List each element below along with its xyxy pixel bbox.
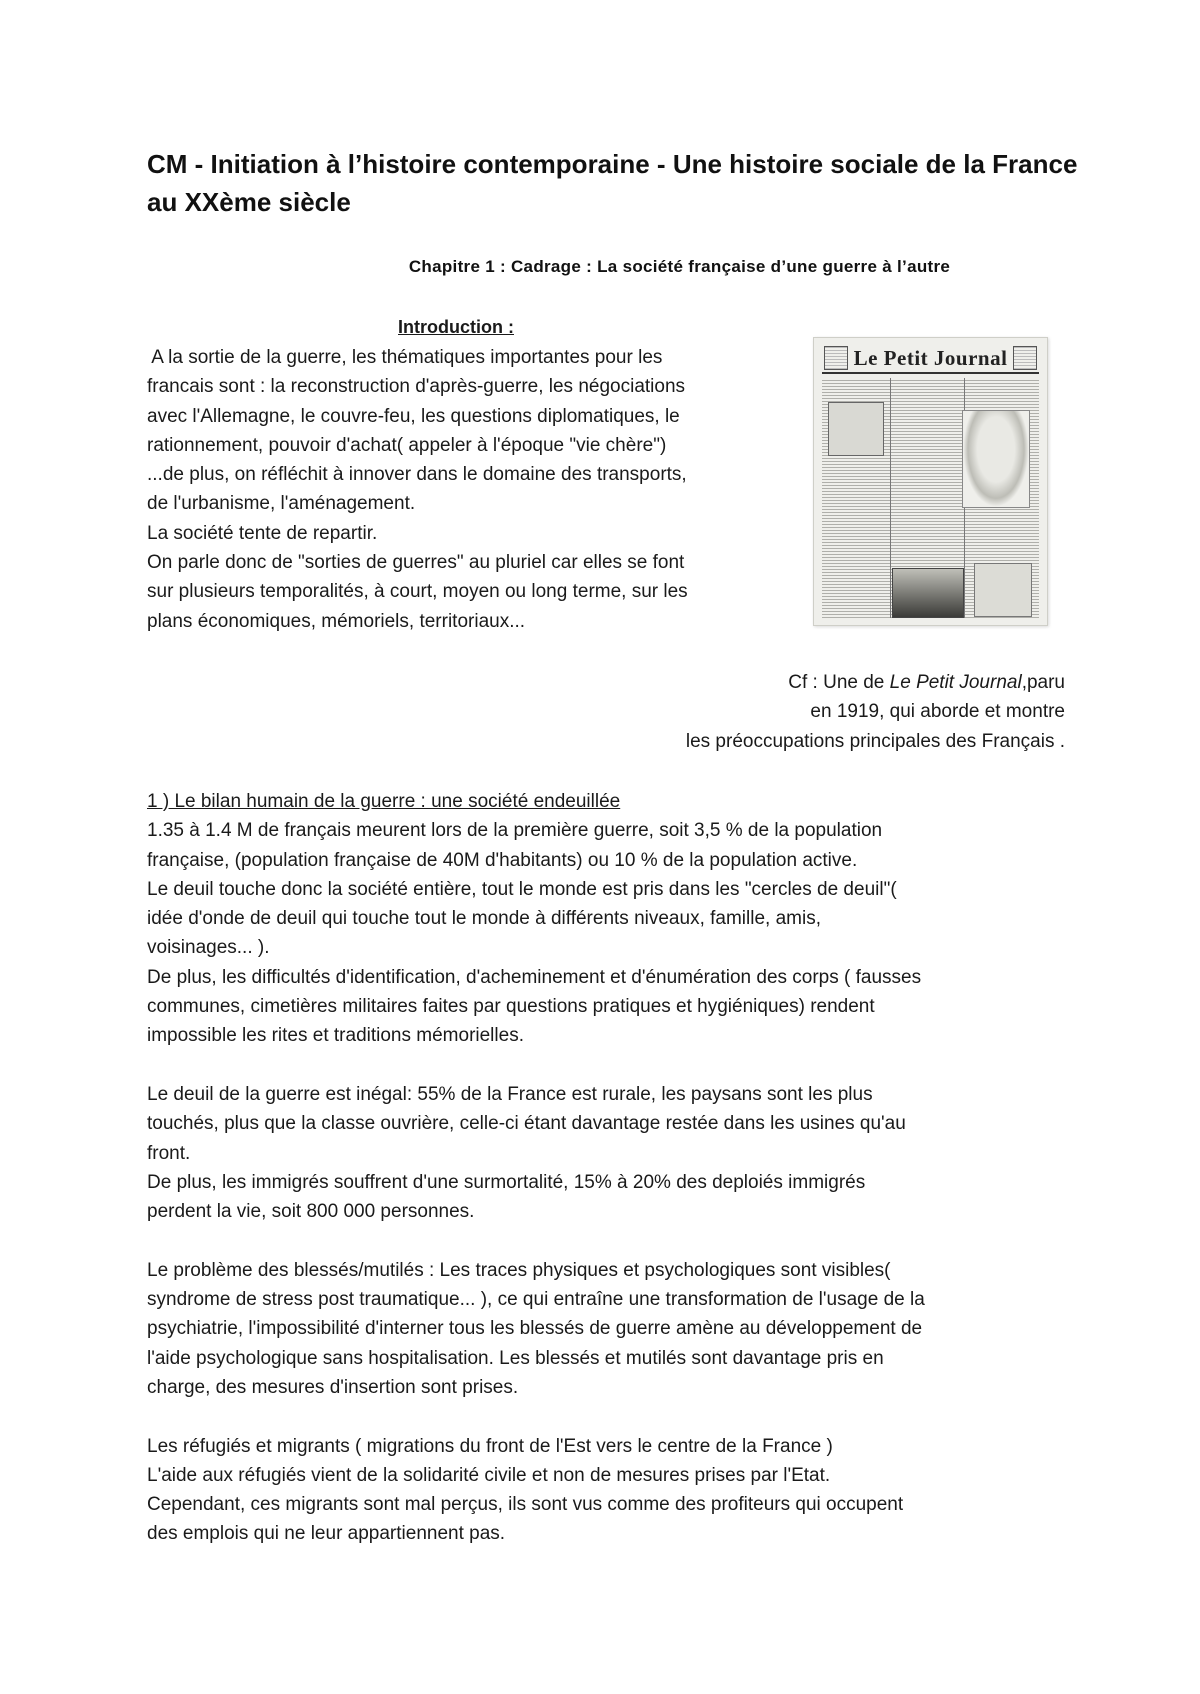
section-1-paragraph-1 bbox=[147, 816, 1077, 1050]
intro-line: sur plusieurs temporalités, à court, moyen ou long terme, sur les bbox=[147, 581, 688, 603]
paragraph-line: communes, cimetières militaires faites par questions pratiques et hygiéniques) rendent bbox=[147, 996, 875, 1018]
newspaper-masthead bbox=[822, 344, 1039, 374]
intro-line: A la sortie de la guerre, les thématiques importantes pour les bbox=[147, 347, 663, 368]
paragraph-line: De plus, les difficultés d'identification, d'acheminement et d'énumération des corps ( fausses bbox=[147, 966, 922, 988]
intro-line: avec l'Allemagne, le couvre-feu, les questions diplomatiques, le bbox=[147, 405, 680, 427]
paragraph-line: front. bbox=[147, 1142, 191, 1164]
paragraph-line: l'aide psychologique sans hospitalisation. Les blessés et mutilés sont davantage pris en bbox=[147, 1347, 884, 1369]
intro-line: rationnement, pouvoir d'achat( appeler à l'époque "vie chère") bbox=[147, 434, 667, 456]
paragraph-line: idée d'onde de deuil qui touche tout le monde à différents niveaux, famille, amis, bbox=[147, 908, 821, 930]
intro-paragraph bbox=[147, 343, 797, 636]
paragraph-line: des emplois qui ne leur appartiennent pas. bbox=[147, 1523, 506, 1545]
intro-line: de l'urbanisme, l'aménagement. bbox=[147, 493, 416, 515]
section-1 bbox=[147, 787, 1077, 1549]
intro-line: La société tente de repartir. bbox=[147, 522, 378, 544]
paragraph-line: charge, des mesures d'insertion sont prises. bbox=[147, 1376, 519, 1398]
caption-line-2: en 1919, qui aborde et montre bbox=[810, 701, 1065, 723]
paragraph-line: française, (population française de 40M d'habitants) ou 10 % de la population active. bbox=[147, 849, 858, 871]
paragraph-line: 1.35 à 1.4 M de français meurent lors de la première guerre, soit 3,5 % de la population bbox=[147, 820, 883, 842]
paragraph-line: Le deuil de la guerre est inégal: 55% de la France est rurale, les paysans sont les plus bbox=[147, 1083, 873, 1105]
chapter-title: Chapitre 1 : Cadrage : La société française d’une guerre à l’autre bbox=[408, 257, 951, 276]
paragraph-line: Le deuil touche donc la société entière, tout le monde est pris dans les "cercles de deuil"( bbox=[147, 878, 897, 900]
intro-line: plans économiques, mémoriels, territoriaux... bbox=[147, 610, 526, 632]
document-title: CM - Initiation à l’histoire contemporaine - Une histoire sociale de la France au XXème siècle bbox=[147, 149, 1078, 217]
image-caption bbox=[465, 668, 1065, 756]
newspaper-date-box bbox=[1013, 346, 1037, 370]
paragraph-spacer bbox=[147, 1402, 1077, 1431]
paragraph-line: syndrome de stress post traumatique... ), ce qui entraîne une transformation de l'usage de la bbox=[147, 1289, 925, 1311]
section-1-paragraph-4 bbox=[147, 1432, 1077, 1549]
intro-heading: Introduction : bbox=[398, 317, 514, 337]
paragraph-line: Les réfugiés et migrants ( migrations du front de l'Est vers le centre de la France ) bbox=[147, 1435, 833, 1457]
intro-line: On parle donc de "sorties de guerres" au pluriel car elles se font bbox=[147, 552, 685, 574]
newspaper-cartoon bbox=[974, 563, 1032, 617]
paragraph-line: De plus, les immigrés souffrent d'une surmortalité, 15% à 20% des deploiés immigrés bbox=[147, 1171, 866, 1193]
paragraph-line: perdent la vie, soit 800 000 personnes. bbox=[147, 1201, 475, 1223]
caption-line-3: les préoccupations principales des Français . bbox=[685, 730, 1065, 752]
newspaper-map-illustration bbox=[828, 402, 884, 456]
paragraph-spacer bbox=[147, 1051, 1077, 1080]
intro-line: francais sont : la reconstruction d'après-guerre, les négociations bbox=[147, 376, 686, 398]
paragraph-line: Le problème des blessés/mutilés : Les traces physiques et psychologiques sont visibles( bbox=[147, 1259, 891, 1281]
paragraph-line: impossible les rites et traditions mémorielles. bbox=[147, 1025, 524, 1047]
section-1-paragraph-3 bbox=[147, 1256, 1077, 1402]
paragraph-line: psychiatrie, l'impossibilité d'interner tous les blessés de guerre amène au développement de bbox=[147, 1318, 923, 1340]
newspaper-front-page-image bbox=[813, 337, 1048, 626]
paragraph-line: Cependant, ces migrants sont mal perçus, ils sont vus comme des profiteurs qui occupent bbox=[147, 1494, 904, 1516]
caption-prefix: Cf : Une de bbox=[788, 672, 890, 693]
caption-suffix: ,paru bbox=[1021, 672, 1065, 693]
caption-line-1 bbox=[465, 668, 1065, 697]
section-1-heading: 1 ) Le bilan humain de la guerre : une société endeuillée bbox=[147, 791, 621, 812]
newspaper-portrait-illustration bbox=[962, 410, 1030, 508]
paragraph-line: L'aide aux réfugiés vient de la solidarité civile et non de mesures prises par l'Etat. bbox=[147, 1464, 831, 1486]
section-1-paragraph-2 bbox=[147, 1080, 1077, 1226]
paragraph-spacer bbox=[147, 1226, 1077, 1255]
newspaper-photo bbox=[892, 568, 964, 618]
caption-journal-name: Le Petit Journal bbox=[889, 672, 1022, 693]
column-divider bbox=[890, 378, 891, 618]
paragraph-line: voisinages... ). bbox=[147, 937, 270, 959]
newspaper-masthead-text: Le Petit Journal bbox=[853, 345, 1008, 370]
paragraph-line: touchés, plus que la classe ouvrière, celle-ci étant davantage restée dans les usines qu'au bbox=[147, 1113, 906, 1135]
intro-line: ...de plus, on réfléchit à innover dans le domaine des transports, bbox=[147, 464, 687, 486]
